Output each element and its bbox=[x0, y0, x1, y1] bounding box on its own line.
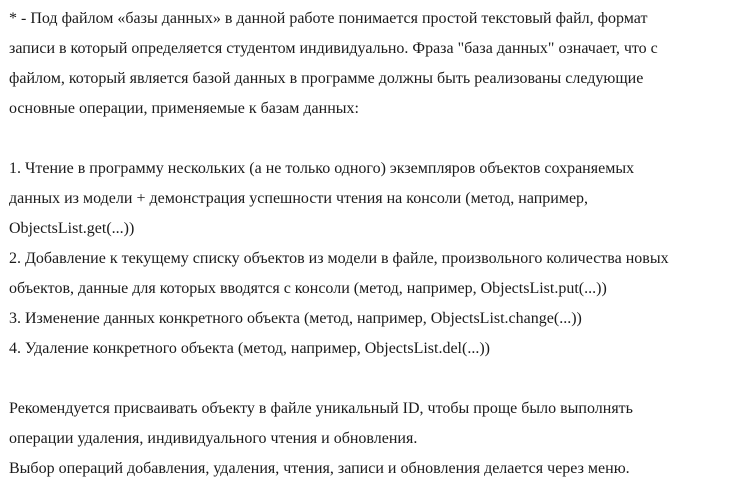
operations-list bbox=[9, 154, 737, 364]
intro-line: записи в который определяется студентом индивидуально. Фраза "база данных" означает, что с bbox=[9, 40, 658, 57]
operation-delete-line: 4. Удаление конкретного объекта (метод, например, ObjectsList.del(...)) bbox=[9, 340, 490, 357]
intro-paragraph bbox=[9, 4, 737, 124]
recommendation-line: Рекомендуется присваивать объекту в файле уникальный ID, чтобы проще было выполнять bbox=[9, 400, 633, 417]
operation-read-line: 1. Чтение в программу нескольких (а не только одного) экземпляров объектов сохраняемых bbox=[9, 160, 635, 177]
paragraph-gap bbox=[9, 124, 737, 154]
intro-line: основные операции, применяемые к базам данных: bbox=[9, 100, 359, 117]
paragraph-gap bbox=[9, 364, 737, 394]
operation-read-line: данных из модели + демонстрация успешности чтения на консоли (метод, например, bbox=[9, 190, 589, 207]
operation-read-line: ObjectsList.get(...)) bbox=[9, 220, 135, 237]
operation-change-line: 3. Изменение данных конкретного объекта (метод, например, ObjectsList.change(...)) bbox=[9, 310, 582, 327]
intro-line: файлом, который является базой данных в программе должны быть реализованы следующие bbox=[9, 70, 644, 87]
operation-add-line: объектов, данные для которых вводятся с консоли (метод, например, ObjectsList.put(...)) bbox=[9, 280, 607, 297]
document-body bbox=[9, 4, 737, 484]
recommendation-paragraph bbox=[9, 394, 737, 484]
operation-add-line: 2. Добавление к текущему списку объектов из модели в файле, произвольного количества новых bbox=[9, 250, 669, 267]
menu-note-line: Выбор операций добавления, удаления, чтения, записи и обновления делается через меню. bbox=[9, 460, 630, 477]
intro-line: * - Под файлом «базы данных» в данной работе понимается простой текстовый файл, формат bbox=[9, 10, 648, 27]
recommendation-line: операции удаления, индивидуального чтения и обновления. bbox=[9, 430, 418, 447]
